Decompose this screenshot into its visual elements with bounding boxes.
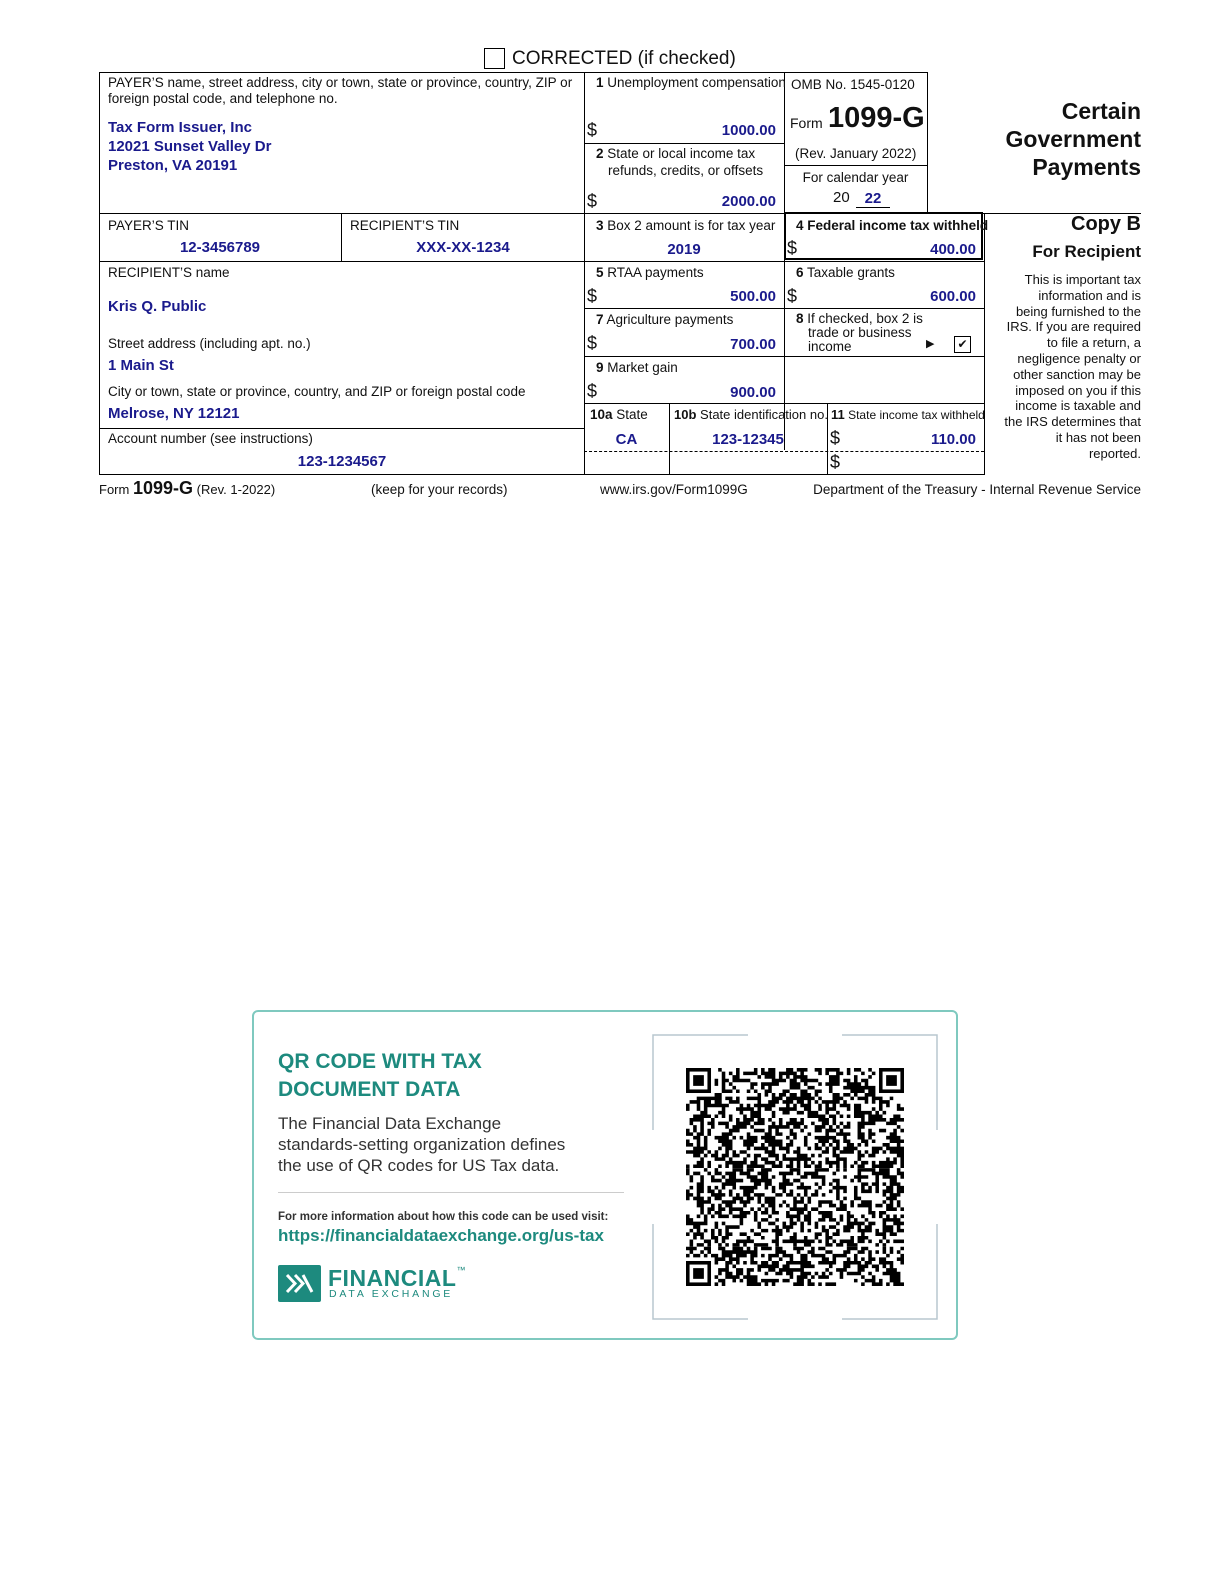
box9-dollar: $ xyxy=(587,381,598,401)
box10b-value: 123-12345 xyxy=(712,431,784,448)
divider-omb-right xyxy=(927,72,928,213)
box7-value: 700.00 xyxy=(730,336,776,353)
box10b-number: 10b xyxy=(674,407,697,422)
copy-title: Copy B xyxy=(1071,213,1141,235)
box4-dollar: $ xyxy=(787,238,798,258)
footer-keep: (keep for your records) xyxy=(371,482,508,497)
box10b-text: State identification no. xyxy=(700,407,828,422)
box9-value: 900.00 xyxy=(730,384,776,401)
payer-tin-value: 12-3456789 xyxy=(179,239,261,256)
payer-tin-label: PAYER’S TIN xyxy=(108,218,190,233)
box10b-label xyxy=(674,407,828,423)
divider-box7-box9 xyxy=(584,356,984,357)
fdx-logo-icon xyxy=(278,1265,321,1302)
fdx-logo-tm: ™ xyxy=(456,1265,466,1275)
copy-notice-line: to file a return, a xyxy=(1047,335,1141,351)
box1-dollar: $ xyxy=(587,120,598,140)
qr-more-link[interactable]: https://financialdataexchange.org/us-tax xyxy=(278,1226,604,1245)
qr-desc-line-2: standards-setting organization defines xyxy=(278,1135,566,1154)
box2-dollar: $ xyxy=(587,191,598,211)
box2-number: 2 xyxy=(596,146,604,161)
footer-rev: (Rev. 1-2022) xyxy=(196,482,276,497)
box3-text: Box 2 amount is for tax year xyxy=(607,218,776,233)
copy-notice-line: imposed on you if this xyxy=(1015,382,1141,398)
box7-number: 7 xyxy=(596,312,604,327)
recipient-tin-value: XXX-XX-1234 xyxy=(416,239,510,256)
box7-dollar: $ xyxy=(587,333,598,353)
form-top-border xyxy=(99,72,927,73)
divider-account xyxy=(99,428,584,429)
box3-label xyxy=(596,218,775,234)
check-icon: ✔ xyxy=(957,337,968,351)
footer-dept: Department of the Treasury - Internal Revenue Service xyxy=(813,482,1141,497)
recipient-street-label: Street address (including apt. no.) xyxy=(108,336,311,351)
box5-dollar: $ xyxy=(587,286,598,306)
divider-box9-box10 xyxy=(584,403,984,404)
box8-text-2: trade or business xyxy=(808,325,912,340)
box2-text-1: State or local income tax xyxy=(607,146,756,161)
payer-name: Tax Form Issuer, Inc xyxy=(108,119,252,136)
copy-notice-line: IRS. If you are required xyxy=(1006,319,1141,335)
box3-value: 2019 xyxy=(667,241,701,258)
title-line-2: Government xyxy=(1005,126,1141,152)
box8-arrow-icon: ▶ xyxy=(926,338,935,350)
box10a-number: 10a xyxy=(590,407,613,422)
payer-street: 12021 Sunset Valley Dr xyxy=(108,138,272,155)
box1-label xyxy=(596,75,786,91)
qr-card-description xyxy=(278,1113,565,1176)
divider-box3-box5 xyxy=(584,261,984,262)
box11-number: 11 xyxy=(831,407,845,422)
box5-text: RTAA payments xyxy=(607,265,704,280)
box11-text: State income tax withheld xyxy=(848,408,985,422)
box2-text-2: refunds, credits, or offsets xyxy=(608,163,764,178)
box11-label xyxy=(831,407,985,423)
recipient-name-label: RECIPIENT’S name xyxy=(108,265,230,280)
box8-text-1: If checked, box 2 is xyxy=(807,311,923,326)
omb-number: OMB No. 1545-0120 xyxy=(791,77,915,92)
box4-text: Federal income tax withheld xyxy=(807,218,989,233)
form-bottom-border xyxy=(99,474,985,475)
box5-number: 5 xyxy=(596,265,604,280)
account-value: 123-1234567 xyxy=(297,453,387,470)
copy-notice-line: income is taxable and xyxy=(1015,398,1141,414)
copy-notice-line: it has not been xyxy=(1055,429,1141,445)
divider-payer-boxes xyxy=(584,72,585,475)
revision-date: (Rev. January 2022) xyxy=(795,146,917,161)
qr-modules xyxy=(686,1068,904,1286)
box10a-value: CA xyxy=(615,431,638,448)
box6-value: 600.00 xyxy=(930,288,976,305)
fdx-logo-sub: DATA EXCHANGE xyxy=(329,1288,454,1300)
box8-text-3: income xyxy=(808,339,852,354)
qr-finder-top-left xyxy=(686,1068,711,1093)
footer-form-number: 1099-G xyxy=(132,478,194,498)
box9-label xyxy=(596,360,678,376)
form-left-border xyxy=(99,72,100,475)
box5-label xyxy=(596,265,704,281)
qr-more-info: For more information about how this code can be used visit: xyxy=(278,1211,609,1223)
qr-info-card xyxy=(252,1010,958,1340)
box9-text: Market gain xyxy=(607,360,678,375)
footer-form-word: Form xyxy=(99,482,130,497)
box2-label xyxy=(596,146,755,162)
box8-number: 8 xyxy=(796,311,804,326)
recipient-street: 1 Main St xyxy=(108,357,174,374)
box7-label xyxy=(596,312,733,328)
qr-finder-top-right xyxy=(879,1068,904,1093)
copy-subtitle: For Recipient xyxy=(1032,242,1141,261)
box2-value: 2000.00 xyxy=(721,193,776,210)
box7-text: Agriculture payments xyxy=(606,312,734,327)
qr-desc-line-3: the use of QR codes for US Tax data. xyxy=(278,1156,560,1175)
box8-checkbox[interactable] xyxy=(954,336,971,353)
account-label: Account number (see instructions) xyxy=(108,431,313,446)
box6-number: 6 xyxy=(796,265,804,280)
box11-dollar-2: $ xyxy=(830,452,841,472)
divider-box1-box2 xyxy=(584,143,784,144)
box11-value: 110.00 xyxy=(930,431,976,448)
divider-rev-year xyxy=(784,165,927,166)
box1-value: 1000.00 xyxy=(721,122,776,139)
recipient-city: Melrose, NY 12121 xyxy=(108,405,240,422)
qr-heading-line-1: QR CODE WITH TAX xyxy=(278,1050,482,1073)
box8-label xyxy=(796,312,923,354)
box10a-label xyxy=(590,407,648,423)
fdx-logo-main: FINANCIAL xyxy=(328,1265,457,1291)
title-line-3: Payments xyxy=(1032,154,1141,180)
recipient-city-label: City or town, state or province, country, and ZIP or foreign postal code xyxy=(108,384,526,399)
year-suffix: 22 xyxy=(856,190,890,208)
box5-value: 500.00 xyxy=(730,288,776,305)
box6-label xyxy=(796,265,895,281)
copy-notice xyxy=(988,272,1141,462)
corrected-label: CORRECTED (if checked) xyxy=(512,48,736,69)
divider-box5-box7 xyxy=(584,308,984,309)
box1-text: Unemployment compensation xyxy=(607,75,786,90)
box6-dollar: $ xyxy=(787,286,798,306)
payer-city: Preston, VA 20191 xyxy=(108,157,238,174)
footer-form xyxy=(99,478,275,499)
qr-card-heading xyxy=(278,1048,482,1104)
form-word: Form xyxy=(790,115,823,131)
qr-desc-line-1: The Financial Data Exchange xyxy=(278,1114,502,1133)
payer-label: PAYER’S name, street address, city or town, state or province, country, ZIP or foreign postal code, and telephone no. xyxy=(108,75,573,106)
corrected-checkbox[interactable] xyxy=(484,48,505,69)
box10a-text: State xyxy=(616,407,648,422)
recipient-tin-label: RECIPIENT’S TIN xyxy=(350,218,460,233)
copy-notice-line: information and is xyxy=(1038,287,1141,303)
title-line-1: Certain xyxy=(1061,98,1141,124)
box4-number: 4 xyxy=(796,218,804,233)
box9-number: 9 xyxy=(596,360,604,375)
box3-number: 3 xyxy=(596,218,604,233)
copy-notice-line: other sanction may be xyxy=(1013,366,1141,382)
qr-heading-line-2: DOCUMENT DATA xyxy=(278,1078,461,1101)
form-number: 1099-G xyxy=(828,102,925,134)
qr-card-divider xyxy=(278,1192,624,1193)
copy-notice-line: negligence penalty or xyxy=(1017,350,1141,366)
dashed-state-row xyxy=(584,451,984,452)
divider-copy-column xyxy=(984,213,985,475)
qr-finder-bottom-left xyxy=(686,1261,711,1286)
recipient-name: Kris Q. Public xyxy=(108,298,207,315)
qr-code-image xyxy=(686,1068,904,1286)
divider-tin-recipient xyxy=(99,261,584,262)
copy-notice-line: the IRS determines that xyxy=(1004,414,1141,430)
copy-notice-line: This is important tax xyxy=(1024,272,1141,287)
form-title xyxy=(960,97,1141,181)
box11-dollar: $ xyxy=(830,428,841,448)
copy-notice-line: being furnished to the xyxy=(1015,303,1141,319)
box4-label xyxy=(796,218,988,234)
footer-url: www.irs.gov/Form1099G xyxy=(600,482,748,497)
box1-number: 1 xyxy=(596,75,604,90)
box6-text: Taxable grants xyxy=(807,265,895,280)
calendar-year-label: For calendar year xyxy=(802,170,909,185)
year-prefix: 20 xyxy=(833,189,850,206)
copy-notice-line: reported. xyxy=(1088,445,1141,461)
box4-value: 400.00 xyxy=(930,241,976,258)
